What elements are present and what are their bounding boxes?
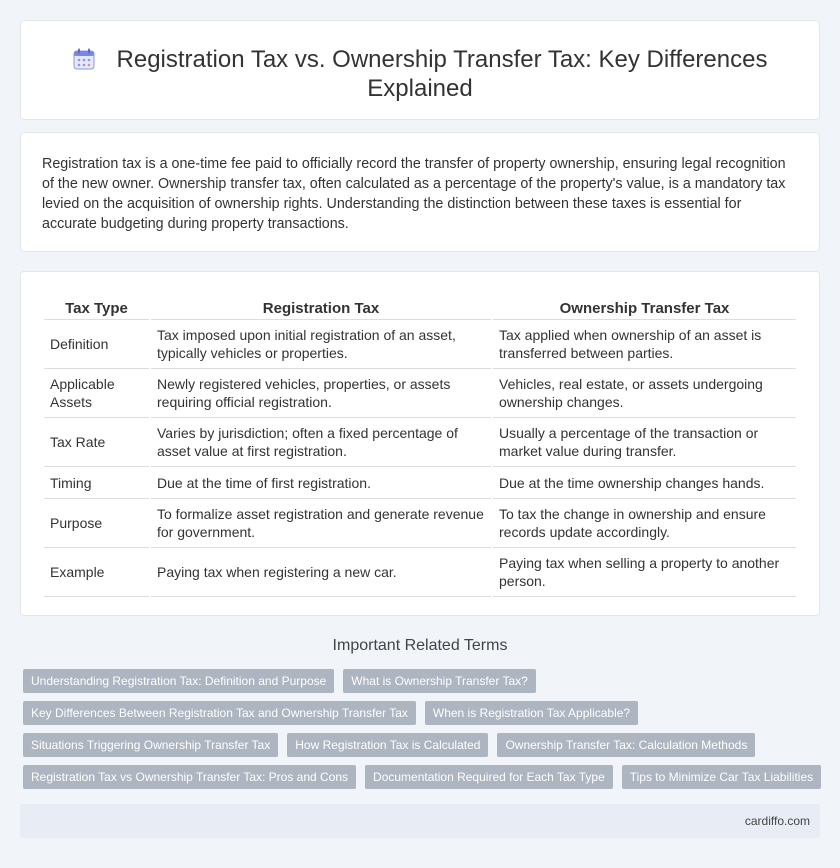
table-row <box>44 369 796 418</box>
table-cell: Varies by jurisdiction; often a fixed percentage of asset value at first registration. <box>151 418 491 467</box>
table-cell: Paying tax when registering a new car. <box>151 548 491 597</box>
table-cell: To tax the change in ownership and ensure records update accordingly. <box>493 499 796 548</box>
column-header: Tax Type <box>44 296 149 320</box>
footer <box>20 804 820 838</box>
comparison-table <box>42 296 798 597</box>
page-title-wrap <box>21 45 819 103</box>
tag-row <box>23 765 823 797</box>
header-card <box>20 20 820 120</box>
row-label: Example <box>44 548 149 597</box>
related-term-link[interactable]: How Registration Tax is Calculated <box>287 733 488 757</box>
intro-paragraph: Registration tax is a one-time fee paid to officially record the transfer of property ownership, ensuring legal recognition of the new owner. Ownership transfer tax, often calculated as a percentage of the property's value, is a mandatory tax levied on the acquisition of ownership rights. Understanding the distinction between these taxes is essential for accurate budgeting during property transactions. <box>42 156 786 232</box>
related-term-link[interactable]: Registration Tax vs Ownership Transfer Tax: Pros and Cons <box>23 765 356 789</box>
table-cell: Tax imposed upon initial registration of an asset, typically vehicles or properties. <box>151 320 491 369</box>
table-cell: Tax applied when ownership of an asset is transferred between parties. <box>493 320 796 369</box>
related-term-link[interactable]: Situations Triggering Ownership Transfer Tax <box>23 733 278 757</box>
table-row <box>44 499 796 548</box>
tag-row <box>23 733 823 765</box>
related-terms-title: Important Related Terms <box>332 637 508 654</box>
column-header: Ownership Transfer Tax <box>493 296 796 320</box>
site-name: cardiffo.com <box>744 814 810 828</box>
table-cell: Usually a percentage of the transaction or market value during transfer. <box>493 418 796 467</box>
row-label: Tax Rate <box>44 418 149 467</box>
row-label: Applicable Assets <box>44 369 149 418</box>
table-header-row <box>44 296 796 320</box>
tag-row <box>23 701 823 733</box>
related-term-link[interactable]: Understanding Registration Tax: Definition and Purpose <box>23 669 334 693</box>
related-term-link[interactable]: When is Registration Tax Applicable? <box>425 701 638 725</box>
table-cell: Newly registered vehicles, properties, or assets requiring official registration. <box>151 369 491 418</box>
related-term-link[interactable]: Key Differences Between Registration Tax and Ownership Transfer Tax <box>23 701 416 725</box>
row-label: Purpose <box>44 499 149 548</box>
tag-row <box>23 669 823 701</box>
table-cell: Due at the time of first registration. <box>151 467 491 499</box>
related-term-link[interactable]: Documentation Required for Each Tax Type <box>365 765 613 789</box>
calendar-icon <box>73 48 95 70</box>
related-term-link[interactable]: What is Ownership Transfer Tax? <box>343 669 536 693</box>
table-cell: To formalize asset registration and generate revenue for government. <box>151 499 491 548</box>
table-row <box>44 418 796 467</box>
related-terms-list <box>23 669 823 797</box>
table-cell: Paying tax when selling a property to another person. <box>493 548 796 597</box>
column-header: Registration Tax <box>151 296 491 320</box>
intro-card <box>20 132 820 252</box>
comparison-card <box>20 271 820 616</box>
table-cell: Due at the time ownership changes hands. <box>493 467 796 499</box>
related-term-link[interactable]: Ownership Transfer Tax: Calculation Methods <box>497 733 755 757</box>
page-title: Registration Tax vs. Ownership Transfer Tax: Key Differences Explained <box>116 46 768 102</box>
table-row <box>44 320 796 369</box>
row-label: Timing <box>44 467 149 499</box>
table-row <box>44 467 796 499</box>
table-cell: Vehicles, real estate, or assets undergoing ownership changes. <box>493 369 796 418</box>
related-term-link[interactable]: Tips to Minimize Car Tax Liabilities <box>622 765 821 789</box>
table-row <box>44 548 796 597</box>
row-label: Definition <box>44 320 149 369</box>
